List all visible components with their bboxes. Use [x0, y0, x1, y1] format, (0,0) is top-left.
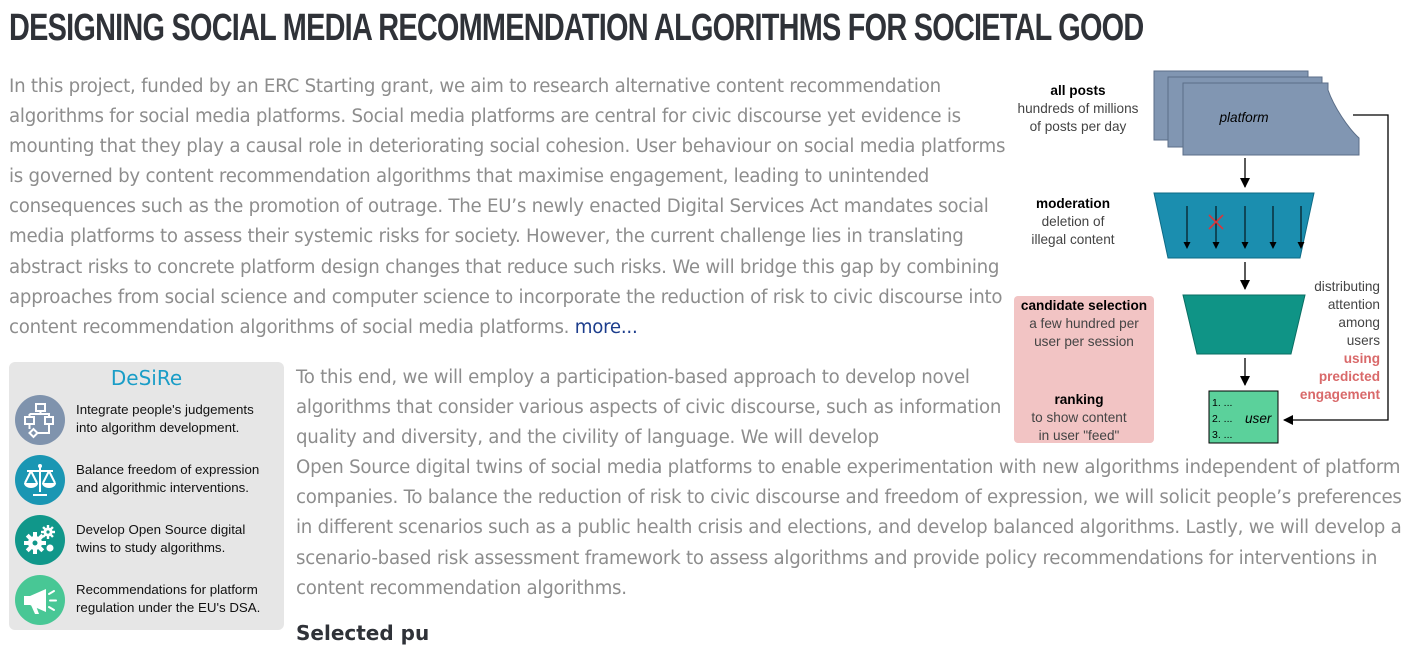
desire-text-balance — [76, 461, 286, 497]
moderation-shape — [1154, 193, 1314, 258]
side-line4: users — [1346, 333, 1380, 348]
recommendation-pipeline-diagram — [1008, 60, 1410, 452]
desire-text-develop — [76, 521, 286, 557]
gears-icon — [15, 515, 65, 565]
desire-text-recommend — [76, 581, 286, 617]
desire-item-balance — [15, 453, 281, 507]
megaphone-icon — [15, 575, 65, 625]
side-red-line1: using — [1343, 351, 1380, 366]
page-title: DESIGNING SOCIAL MEDIA RECOMMENDATION ALGORITHMS FOR SOCIETAL GOOD — [9, 7, 1144, 49]
desire-item-integrate — [15, 393, 281, 447]
body2-narrow-text: To this end, we will employ a participation-based approach to develop novel algorithms that consider various aspects of civic discourse, such as information quality and diversity, and the civility of language. We will develop — [296, 367, 1002, 449]
desire-line: Balance freedom of expression — [76, 462, 260, 477]
all-posts-line1: hundreds of millions — [1017, 101, 1139, 116]
desire-line: Integrate people's judgements — [76, 402, 254, 417]
candidate-selection-shape — [1183, 295, 1305, 354]
side-line1: distributing — [1314, 279, 1380, 294]
feed-user-label: user — [1245, 411, 1272, 426]
balance-scale-icon — [15, 455, 65, 505]
desire-title: DeSiRe — [110, 366, 183, 390]
side-red-line3: engagement — [1299, 387, 1380, 402]
side-line3: among — [1338, 315, 1380, 330]
flowchart-icon — [15, 395, 65, 445]
side-line2: attention — [1327, 297, 1380, 312]
desire-item-recommend — [15, 573, 281, 627]
feed-item-1: 1. ... — [1212, 397, 1233, 409]
intro-paragraph — [9, 72, 1009, 343]
next-heading-text: Selected pu — [296, 621, 430, 645]
body2-wide-text: Open Source digital twins of social media platforms to enable experimentation with new algorithms independent of platform companies. To balance the reduction of risk to civic discourse and freedom of expression, we will solicit people’s preferences in different scenarios such as a public health crisis and elections, and develop balanced algorithms. Lastly, we will develop a scenario-based risk assessment framework to assess algorithms and provide policy recommendations for interventions in content recommendation algorithms. — [296, 457, 1402, 599]
more-link[interactable]: more... — [574, 316, 638, 338]
desire-panel — [9, 362, 284, 630]
desire-text-integrate — [76, 401, 286, 437]
moderation-title: moderation — [1035, 196, 1111, 211]
next-section-heading — [296, 618, 496, 645]
platform-label: platform — [1219, 110, 1269, 125]
desire-line: into algorithm development. — [76, 420, 240, 435]
candidate-line2: user per session — [1034, 334, 1134, 349]
all-posts-line2: of posts per day — [1029, 119, 1127, 134]
moderation-line1: deletion of — [1041, 214, 1105, 229]
desire-item-develop — [15, 513, 281, 567]
all-posts-title: all posts — [1050, 83, 1106, 98]
moderation-line2: illegal content — [1031, 232, 1115, 247]
desire-line: twins to study algorithms. — [76, 540, 226, 555]
feed-item-3: 3. ... — [1212, 429, 1233, 441]
ranking-title: ranking — [1054, 392, 1104, 407]
feed-item-2: 2. ... — [1212, 413, 1233, 425]
ranking-line2: in user "feed" — [1038, 428, 1120, 443]
desire-line: Develop Open Source digital — [76, 522, 246, 537]
side-red-line2: predicted — [1318, 369, 1380, 384]
ranking-line1: to show content — [1031, 410, 1127, 425]
candidate-line1: a few hundred per — [1029, 316, 1139, 331]
desire-line: regulation under the EU's DSA. — [76, 600, 261, 615]
desire-line: and algorithmic interventions. — [76, 480, 249, 495]
desire-line: Recommendations for platform — [76, 582, 258, 597]
candidate-title: candidate selection — [1020, 298, 1148, 313]
intro-text: In this project, funded by an ERC Starting grant, we aim to research alternative content recommendation algorithms for social media platforms. Social media platforms are central for civic discourse yet evidence is mounting that they play a causal role in deteriorating social cohesion. User behaviour on social media platforms is governed by content recommendation algorithms that maximise engagement, leading to unintended consequences such as the promotion of outrage. The EU’s newly enacted Digital Services Act mandates social media platforms to assess their systemic risks for society. However, the current challenge lies in translating abstract risks to concrete platform design changes that reduce such risks. We will bridge this gap by combining approaches from social science and computer science to incorporate the reduction of risk to civic discourse into content recommendation algorithms of social media platforms. — [9, 76, 1006, 338]
